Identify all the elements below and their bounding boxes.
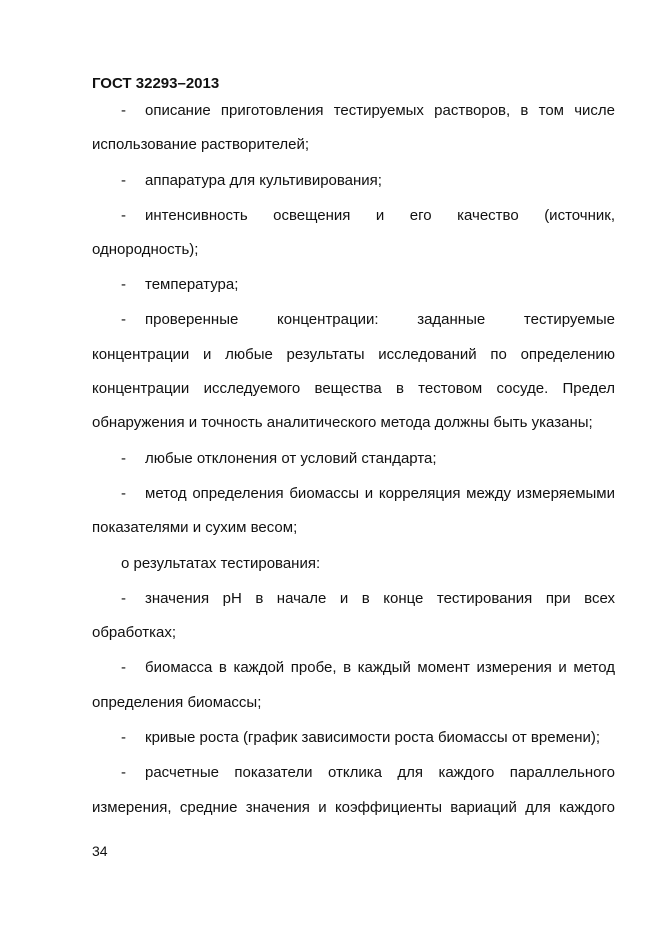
list-item-continuation: концентрации исследуемого вещества в тестовом сосуде. Предел: [92, 380, 615, 397]
list-item-text: описание приготовления тестируемых растворов, в том числе: [145, 102, 615, 119]
list-item-text: температура;: [145, 276, 239, 293]
list-item-text: проверенные концентрации: заданные тестируемые: [145, 311, 615, 328]
bullet-dash: -: [121, 659, 126, 676]
list-item-text: значения рН в начале и в конце тестирования при всех: [145, 590, 615, 607]
list-item-text: расчетные показатели отклика для каждого параллельного: [145, 764, 615, 781]
section-intro: о результатах тестирования:: [121, 555, 321, 572]
document-header: ГОСТ 32293–2013: [92, 75, 220, 92]
list-item-continuation: определения биомассы;: [92, 694, 262, 711]
bullet-dash: -: [121, 207, 126, 224]
bullet-dash: -: [121, 172, 126, 189]
list-item-continuation: концентрации и любые результаты исследований по определению: [92, 346, 615, 363]
list-item-text: кривые роста (график зависимости роста биомассы от времени);: [145, 729, 601, 746]
list-item-text: любые отклонения от условий стандарта;: [145, 450, 437, 467]
list-item-text: биомасса в каждой пробе, в каждый момент измерения и метод: [145, 659, 615, 676]
list-item-continuation: измерения, средние значения и коэффициенты вариаций для каждого: [92, 799, 615, 816]
list-item-continuation: использование растворителей;: [92, 136, 310, 153]
list-item-continuation: однородность);: [92, 241, 199, 258]
bullet-dash: -: [121, 729, 126, 746]
bullet-dash: -: [121, 764, 126, 781]
bullet-dash: -: [121, 276, 126, 293]
list-item-continuation: обработках;: [92, 624, 176, 641]
list-item-continuation: обнаружения и точность аналитического метода должны быть указаны;: [92, 414, 593, 431]
bullet-dash: -: [121, 450, 126, 467]
bullet-dash: -: [121, 311, 126, 328]
bullet-dash: -: [121, 590, 126, 607]
list-item-text: интенсивность освещения и его качество (источник,: [145, 207, 615, 224]
bullet-dash: -: [121, 102, 126, 119]
list-item-text: аппаратура для культивирования;: [145, 172, 382, 189]
list-item-text: метод определения биомассы и корреляция между измеряемыми: [145, 485, 615, 502]
list-item-continuation: показателями и сухим весом;: [92, 519, 298, 536]
bullet-dash: -: [121, 485, 126, 502]
page-number: 34: [92, 843, 108, 859]
